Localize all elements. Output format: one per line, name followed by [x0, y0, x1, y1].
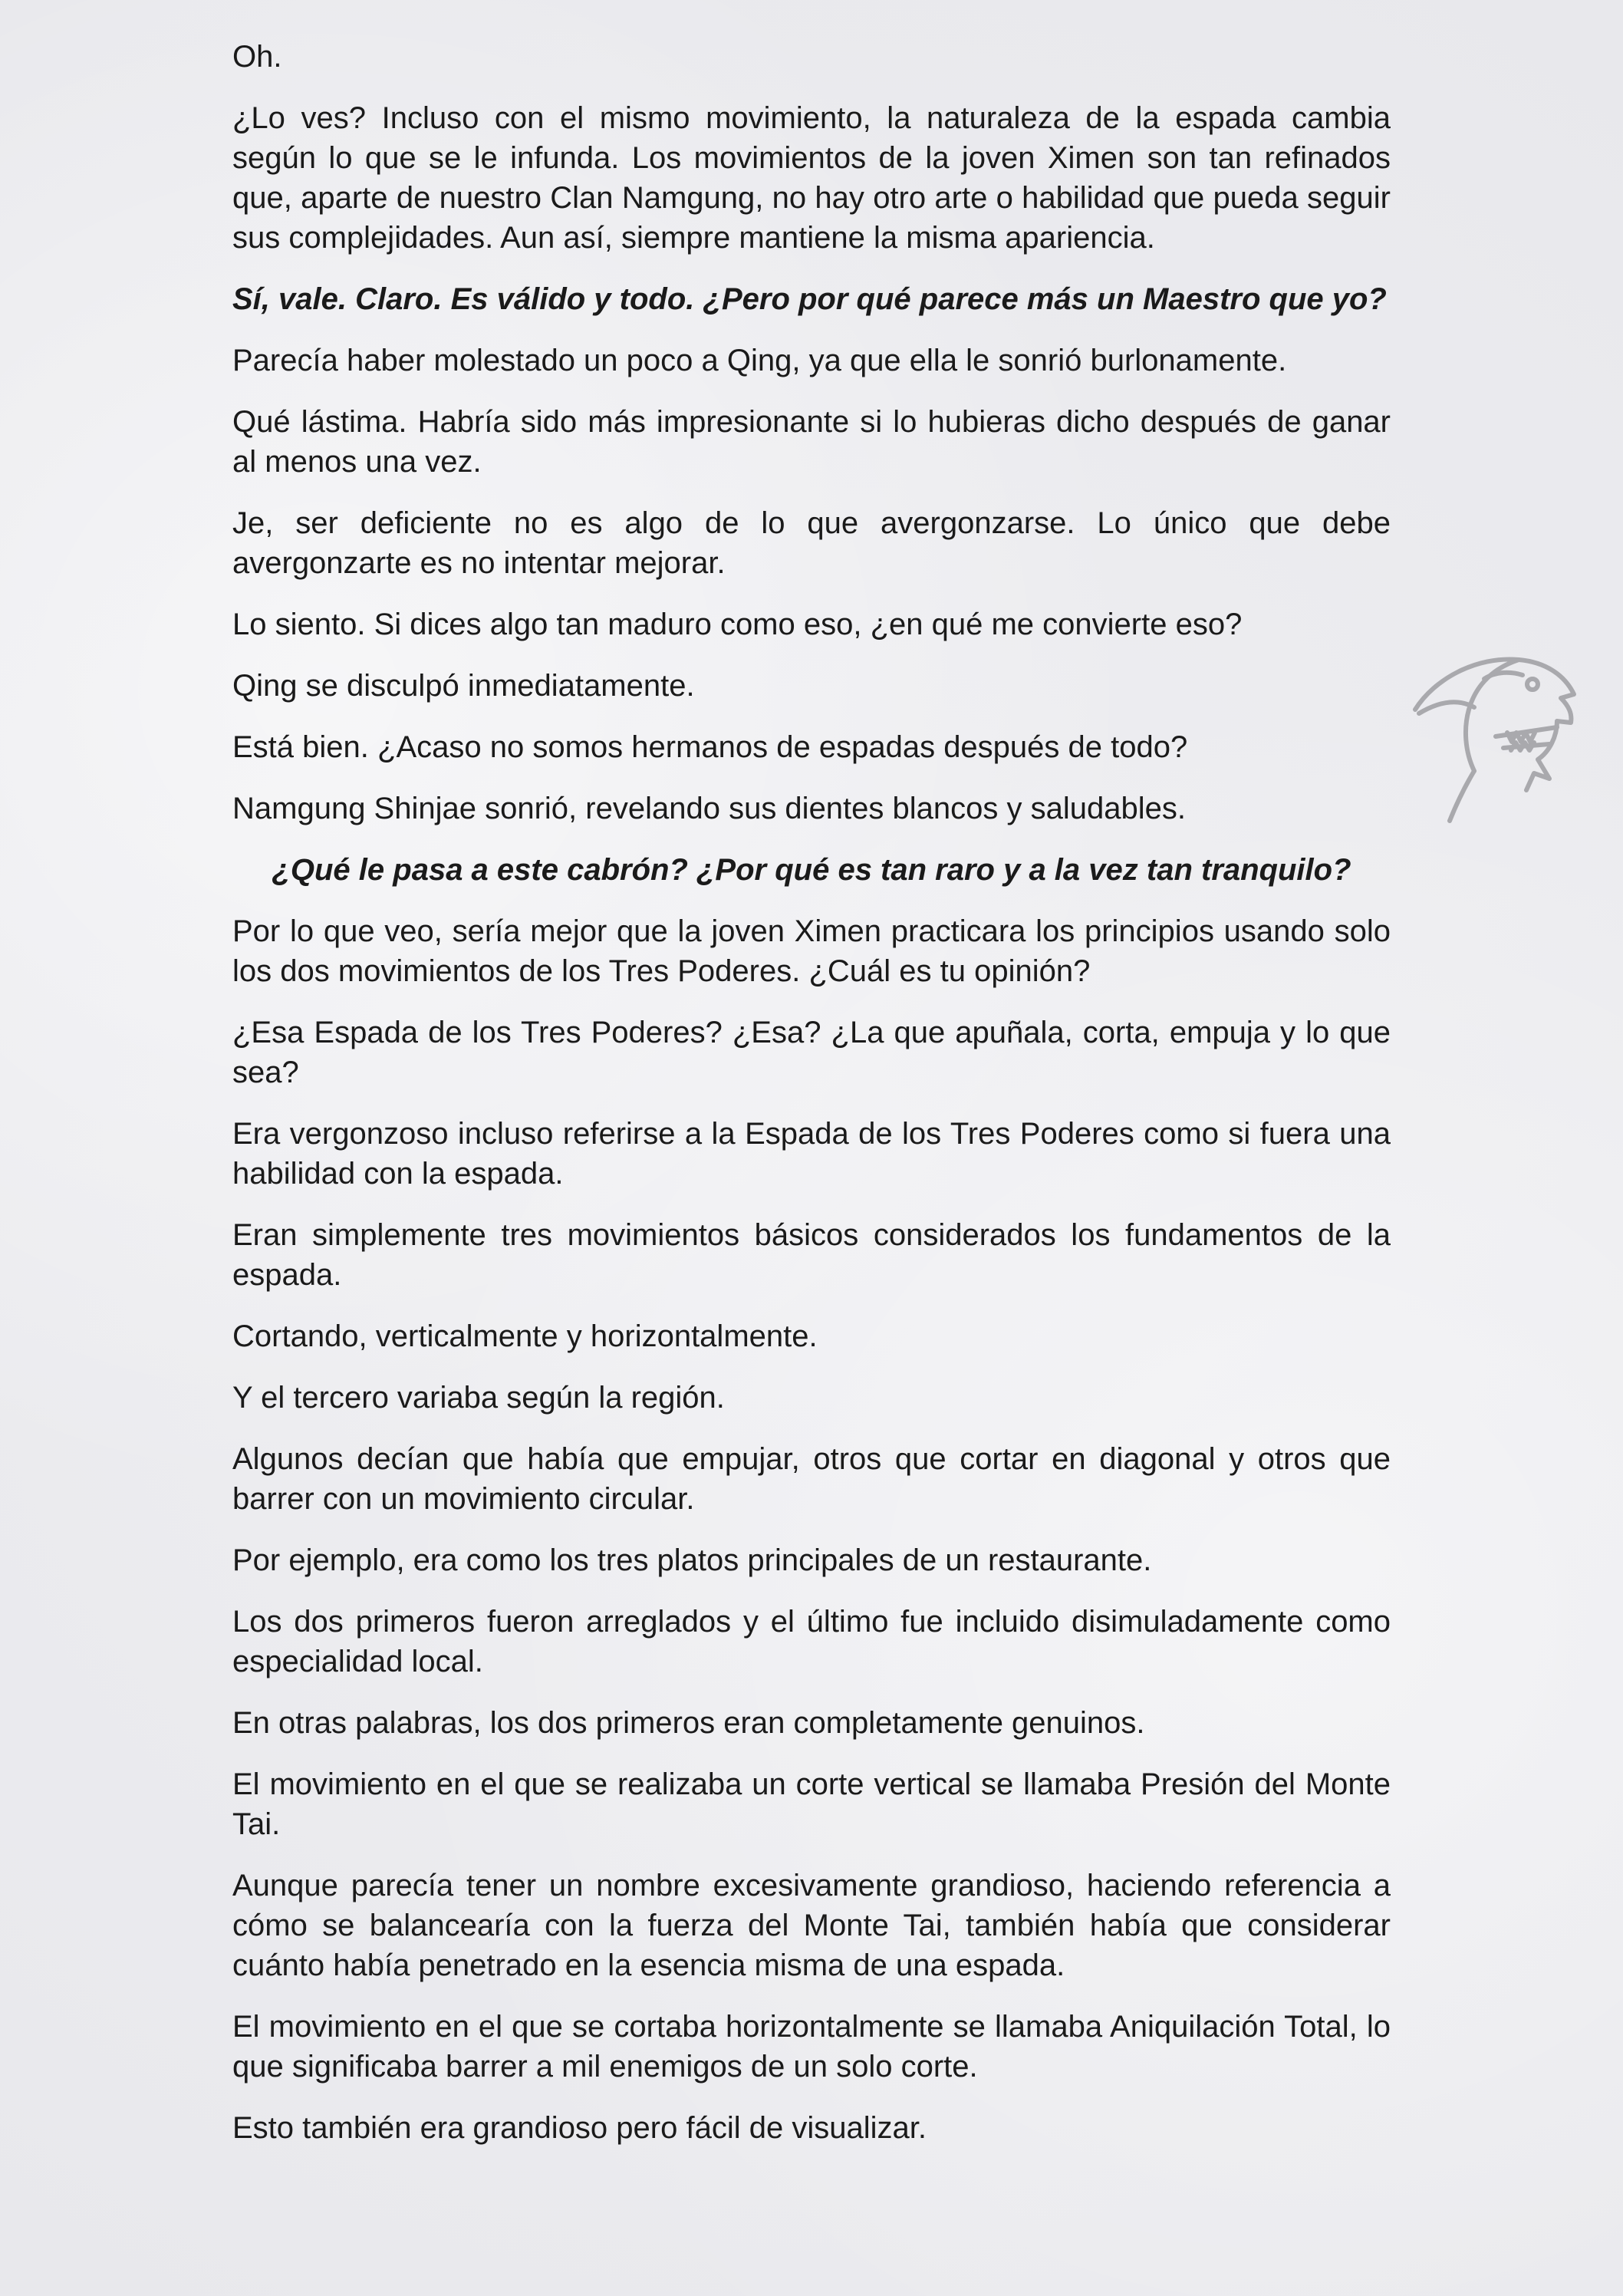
paragraph-24: El movimiento en el que se cortaba horizontalmente se llamaba Aniquilación Total, lo que significaba barrer a mil enemigos de un solo corte. — [232, 2010, 1391, 2084]
paragraph-20: Los dos primeros fueron arreglados y el último fue incluido disimuladamente como especialidad local. — [232, 1605, 1391, 1678]
paragraph-7: Lo siento. Si dices algo tan maduro como eso, ¿en qué me convierte eso? — [232, 608, 1243, 641]
paragraph-17: Y el tercero variaba según la región. — [232, 1381, 725, 1415]
paragraph-18: Algunos decían que había que empujar, otros que cortar en diagonal y otros que barrer con un movimiento circular. — [232, 1442, 1391, 1516]
paragraph-19: Por ejemplo, era como los tres platos principales de un restaurante. — [232, 1543, 1152, 1577]
paragraph-6: Je, ser deficiente no es algo de lo que avergonzarse. Lo único que debe avergonzarte es no intentar mejorar. — [232, 506, 1391, 580]
paragraph-16: Cortando, verticalmente y horizontalmente. — [232, 1319, 818, 1353]
paragraph-12: Por lo que veo, sería mejor que la joven Ximen practicara los principios usando solo los dos movimientos de los Tres Poderes. ¿Cuál es tu opinión? — [232, 914, 1391, 988]
paragraph-22: El movimiento en el que se realizaba un corte vertical se llamaba Presión del Monte Tai. — [232, 1767, 1391, 1841]
paragraph-23: Aunque parecía tener un nombre excesivamente grandioso, haciendo referencia a cómo se balancearía con la fuerza del Monte Tai, también había que considerar cuánto había penetrado en la esencia misma de una espada. — [232, 1869, 1391, 1982]
paragraph-21: En otras palabras, los dos primeros eran completamente genuinos. — [232, 1706, 1145, 1740]
paragraph-5: Qué lástima. Habría sido más impresionante si lo hubieras dicho después de ganar al menos una vez. — [232, 405, 1391, 479]
paragraph-10: Namgung Shinjae sonrió, revelando sus dientes blancos y saludables. — [232, 792, 1186, 825]
paragraph-11-thought: ¿Qué le pasa a este cabrón? ¿Por qué es tan raro y a la vez tan tranquilo? — [272, 853, 1351, 887]
paragraph-1: Oh. — [232, 40, 282, 74]
paragraph-8: Qing se disculpó inmediatamente. — [232, 669, 695, 703]
paragraph-3-thought: Sí, vale. Claro. Es válido y todo. ¿Pero por qué parece más un Maestro que yo? — [232, 282, 1387, 316]
paragraph-9: Está bien. ¿Acaso no somos hermanos de espadas después de todo? — [232, 730, 1188, 764]
text-column — [232, 37, 1391, 2169]
paragraph-13: ¿Esa Espada de los Tres Poderes? ¿Esa? ¿La que apuñala, corta, empuja y lo que sea? — [232, 1016, 1391, 1089]
paragraph-4: Parecía haber molestado un poco a Qing, ya que ella le sonrió burlonamente. — [232, 344, 1287, 377]
paragraph-14: Era vergonzoso incluso referirse a la Espada de los Tres Poderes como si fuera una habilidad con la espada. — [232, 1117, 1391, 1191]
paragraph-25: Esto también era grandioso pero fácil de visualizar. — [232, 2111, 927, 2145]
paragraph-15: Eran simplemente tres movimientos básicos considerados los fundamentos de la espada. — [232, 1218, 1391, 1292]
dinosaur-head-logo-icon — [1404, 637, 1588, 828]
paragraph-2: ¿Lo ves? Incluso con el mismo movimiento, la naturaleza de la espada cambia según lo que se le infunda. Los movimientos de la joven Ximen son tan refinados que, aparte de nuestro Clan Namgung, no hay otro arte o habilidad que pueda seguir sus complejidades. Aun así, siempre mantiene la misma apariencia. — [232, 101, 1391, 255]
